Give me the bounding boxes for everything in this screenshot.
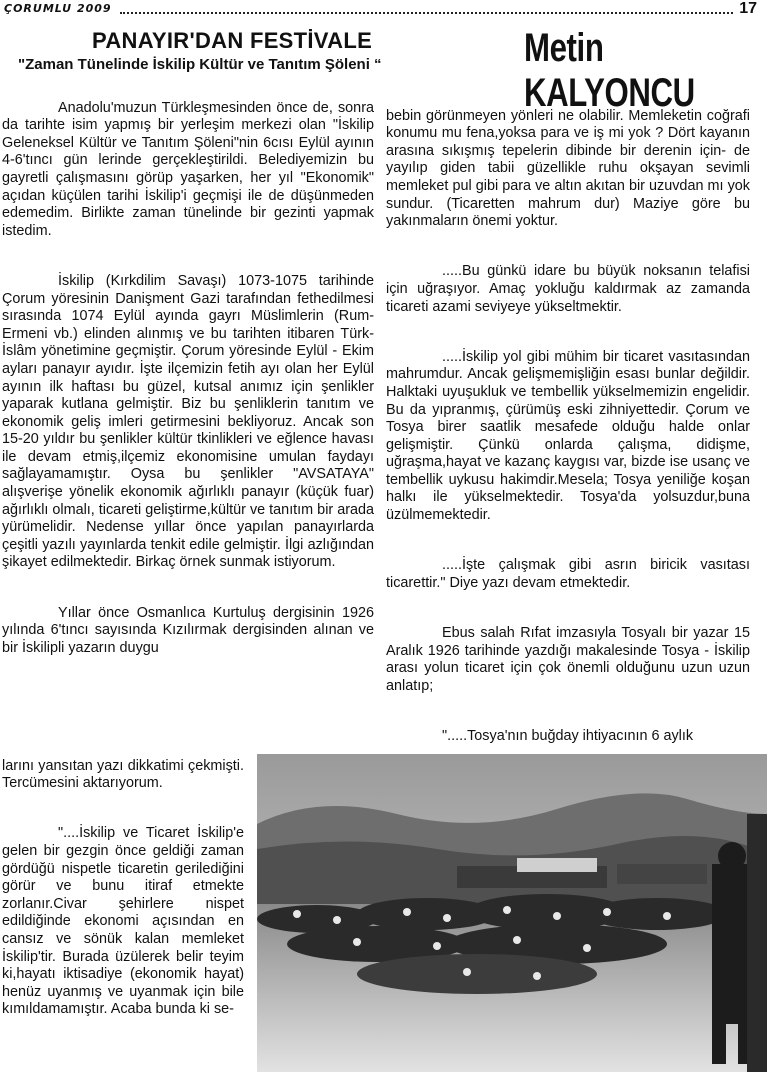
article-subtitle: "Zaman Tünelinde İskilip Kültür ve Tanıtım Şöleni “: [18, 56, 382, 73]
paragraph: "....İskilip ve Ticaret İskilip'e gelen bir gezgin önce geldiği zaman gördüğü nispetle ticaretin gerilediğini görür ve bunu itiraf etmekte zorlanır.Civar şehirlere nispet edildiğinde ekonomi açısından en cansız ve sönük kalan memleket İskilip'tir. Burada üzülerek belir teyim ki,hayatı iktisadiye (ekonomik hayat) henüz uyanmış ve uyanmak için bile kımıldamamıştır. Acaba bunda ki se-: [2, 825, 244, 1018]
right-column: [386, 90, 750, 778]
header-dotted-rule: [120, 12, 733, 14]
paragraph: İskilip (Kırkdilim Savaşı) 1073-1075 tarihinde Çorum yöresinin Danişment Gazi tarafından fethedilmesi sırasında 1074 Eylül ayında gayrı Müslimlerin (Rum-Ermeni vb.) elinden alınmış ve bu tarihten itibaren Türk-İslâm yönetimine geçmiştir. Çorum yöresinde Eylül - Ekim ayları panayır ayıdır. İşte ilçemizin fetih ayı olan her Eylül ayının ilk haftası bu güzel, kutsal anımız için şenlikler yaparak kutlana gelmiştir. Biz bu şenliklerin tanıtım ve ekonomik geliş imleri getirmesini bekliyoruz. Ancak son 15-20 yıldır bu şenlikler kültür tkinlikleri ve eğlence havası ile devam etmiş,ilçemiz ekonomisine umulan faydayı sağlayamamıştır. Oysa bu şenlikler "AVSATAYA" alışverişe yönelik ekonomik ağırlıklı panayır (küçük fuar) ağırlıklı olmalı, ticareti geliştirme,kültür ve tanıtım bir arada yürümelidir. Nedense yıllar önce yapılan panayırlarda çeşitli yazılı yayınlarda tenkit edile gelmiştir. İlgi azlığından şikayet edilmektedir. Birkaç örnek sunmak istiyorum.: [2, 272, 374, 571]
crowd-photo: [257, 754, 767, 1072]
paragraph: Ebus salah Rıfat imzasıyla Tosyalı bir yazar 15 Aralık 1926 tarihinde yazdığı makalesinde Tosya - İskilip arası yolun ticaret için çok önemli olduğunu uzun uzun anlatıp;: [386, 625, 750, 694]
paragraph: ".....Tosya'nın buğday ihtiyacının 6 aylık: [442, 728, 694, 744]
article-title: PANAYIR'DAN FESTİVALE: [92, 28, 373, 53]
paragraph: .....İşte çalışmak gibi asrın biricik vasıtası ticarettir." Diye yazı devam etmektedir.: [386, 557, 750, 591]
paragraph: larını yansıtan yazı dikkatimi çekmişti. Tercümesini aktarıyorum.: [2, 757, 244, 792]
page-header: [0, 0, 767, 26]
paragraph: .....İskilip yol gibi mühim bir ticaret vasıtasından mahrumdur. Ancak gelişmemişliğin esası bunlar değildir. Halktaki uyuşukluk ve tembellik yükselmemizin engelidir. Bu da yıpranmış, çürümüş eski zihniyettedir. Çorum ve Tosya birer saatlik mesafede olduğu halde onlar gelişmiştir. Çünkü onlarda çalışma, didişme, uğraşma,hayat ve kazanç kaygısı var, bizde ise usanç ve tembellik uykusu hakimdir.Mesela; Tosya yeniliğe koşan halkı ile yükselmektedir. Tosya'da yolsuzdur,buna üzülmemektedir.: [386, 348, 750, 524]
paragraph: .....Bu günkü idare bu büyük noksanın telafisi için uğraşıyor. Amaç yokluğu kaldırmak az zamanda ticareti azami seviyeye yükseltmektir.: [386, 263, 750, 315]
paragraph: Yıllar önce Osmanlıca Kurtuluş dergisinin 1926 yılında 6'tıncı sayısında Kızılırmak dergisinden alınan ve bir İskilipli yazarın duygu: [2, 604, 374, 656]
article-author: Metin KALYONCU: [524, 26, 695, 115]
left-column: [2, 82, 374, 690]
paragraph: Anadolu'muzun Türkleşmesinden önce de, sonra da tarihte isim yapmış bir yerleşim merkezi olan "İskilip Geleneksel Kültür ve Tanıtım Şöleni"nin 6cısı Eylül ayının 4-6'tıncı gün lerinde gerçekleştirildi. Belediyemizin bu gayretli çalışmasını görüp yaşarken, her yıl "Ekonomik" açıdan küçülen tarihi İskilip'i geçmişi ile de düşünmeden edemedim. Birlikte zaman tünelinde bir gezinti yapmak istedim.: [2, 99, 374, 239]
left-lower-column: [2, 740, 244, 1052]
page-number: 17: [739, 0, 757, 17]
newspaper-brand: ÇORUMLU 2009: [4, 2, 112, 15]
paragraph: bebin görünmeyen yönleri ne olabilir. Memleketin coğrafi konumu mu fena,yoksa para ve iş mi yok ? Dört kayanın arasına sıkışmış tepelerin dibinde bir derenin için- de yayılıp giden tabii güzellikle ruhu okşayan sevimli memleket pul gibi para ve altın akıtan bir uzuvdan mı yok sundur. (Ticaretten mahrum dur) Maziye göre bu yakınmaların önemi yoktur.: [386, 107, 750, 230]
